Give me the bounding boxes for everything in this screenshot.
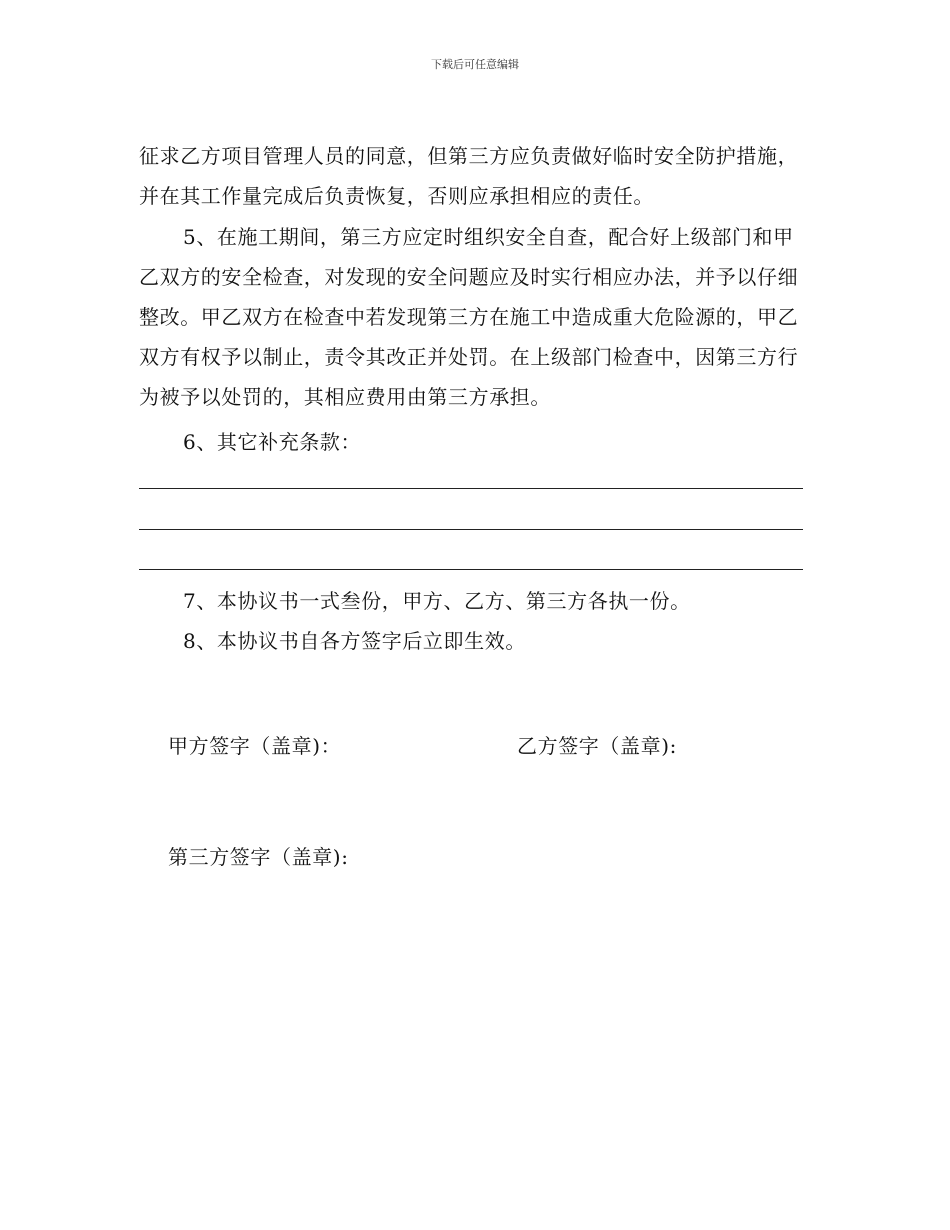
paragraph-clause-8: 8、本协议书自各方签字后立即生效。 xyxy=(183,629,526,653)
blank-line xyxy=(139,529,803,530)
page-header: 下载后可任意编辑 xyxy=(431,58,519,71)
paragraph-continued: 征求乙方项目管理人员的同意，但第三方应负责做好临时安全防护措施，并在其工作量完成后负责恢复，否则应承担相应的责任。 xyxy=(139,144,799,208)
paragraph-clause-5: 5、在施工期间，第三方应定时组织安全自查，配合好上级部门和甲乙双方的安全检查，对发现的安全问题应及时实行相应办法，并予以仔细整改。甲乙双方在检查中若发现第三方在施工中造成重大危险源的，甲乙双方有权予以制止，责令其改正并处罚。在上级部门检查中，因第三方行为被予以处罚的，其相应费用由第三方承担。 xyxy=(139,225,799,409)
paragraph-clause-7: 7、本协议书一式叁份，甲方、乙方、第三方各执一份。 xyxy=(183,589,691,613)
blank-line xyxy=(139,488,803,489)
blank-line xyxy=(139,569,803,570)
party-a-signature-label: 甲方签字（盖章)： xyxy=(168,734,342,758)
party-b-signature-label: 乙方签字（盖章): xyxy=(517,734,677,758)
third-party-signature-label: 第三方签字（盖章): xyxy=(168,845,349,869)
paragraph-clause-6: 6、其它补充条款： xyxy=(183,430,362,454)
